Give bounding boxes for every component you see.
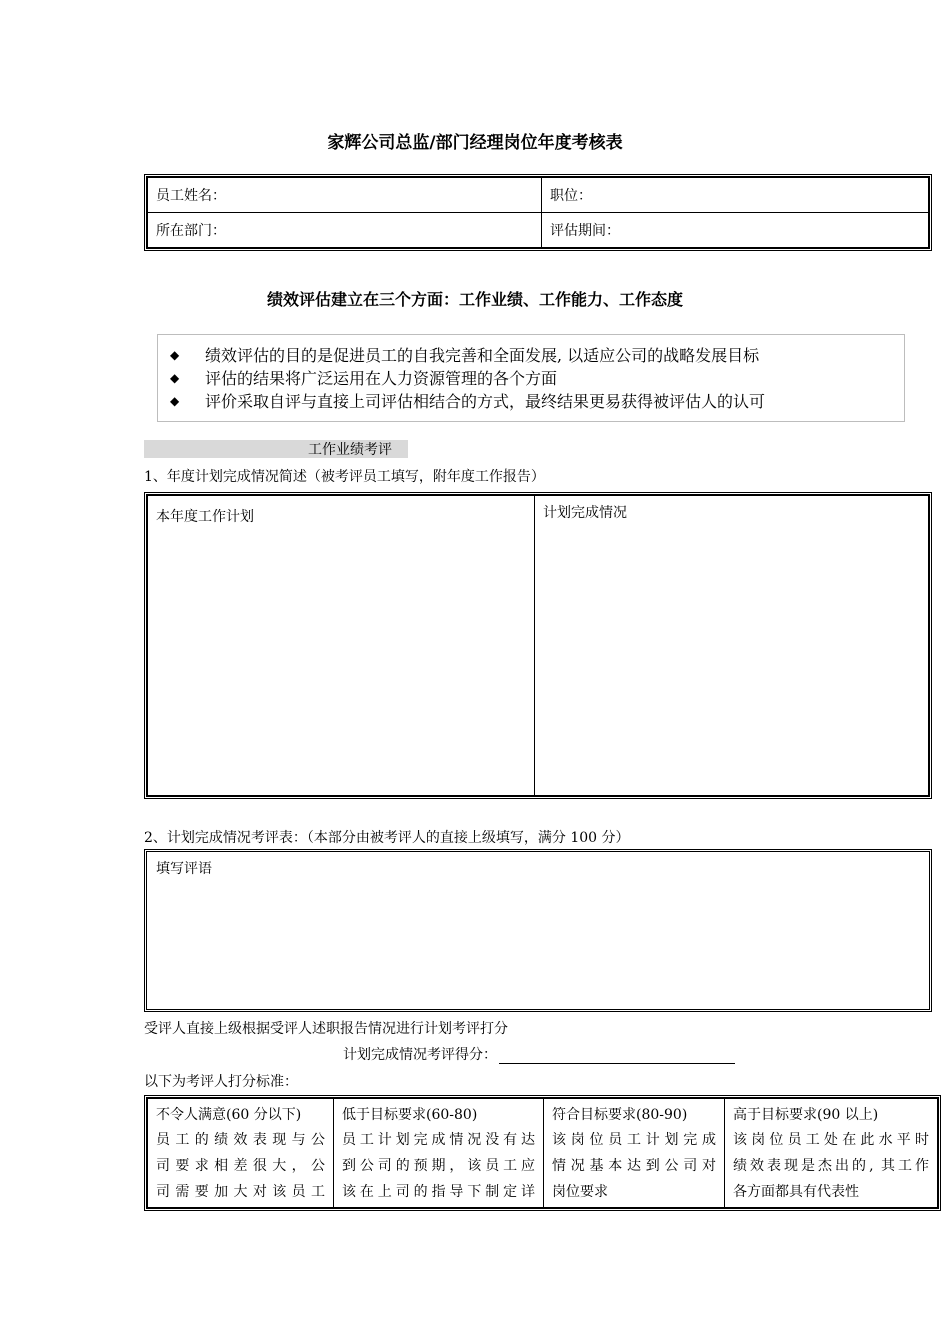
plan-completion-label: 计划完成情况 [543,505,627,521]
criteria-line: 员工计划完成情况没有达 [342,1132,535,1148]
department-field[interactable] [148,213,542,248]
criteria-cell-meets-target [544,1099,725,1208]
department-label: 所在部门： [156,223,226,239]
criteria-line: 到公司的预期，该员工应 [342,1158,535,1174]
score-row [343,1044,735,1064]
scoring-criteria-table [144,1095,941,1211]
score-label: 计划完成情况考评得分： [343,1047,497,1063]
diamond-bullet-icon: ◆ [170,370,180,385]
criteria-line: 司需要加大对该员工 [156,1184,325,1200]
note-text: 绩效评估的目的是促进员工的自我完善和全面发展, 以适应公司的战略发展目标 [205,346,760,365]
criteria-line: 该岗位员工处在此水平时 [733,1132,929,1148]
employee-name-label: 员工姓名： [156,188,226,204]
annual-plan-cell[interactable] [148,496,535,796]
evaluation-notes-box [157,334,905,422]
criteria-line: 各方面都具有代表性 [733,1184,859,1200]
score-input-line[interactable] [499,1047,735,1064]
criteria-line: 岗位要求 [552,1184,608,1200]
criteria-line: 该岗位员工计划完成 [552,1132,716,1148]
criteria-cell-above-target [725,1099,938,1208]
employee-info-table [144,174,932,251]
period-label: 评估期间： [550,223,620,239]
position-label: 职位： [550,188,592,204]
criteria-heading: 不令人满意(60 分以下) [156,1107,302,1123]
rater-note: 受评人直接上级根据受评人述职报告情况进行计划考评打分 [144,1021,508,1037]
comment-label: 填写评语 [156,861,212,877]
criteria-cell-unsatisfactory [148,1099,334,1208]
criteria-heading: 符合目标要求(80-90) [552,1107,688,1123]
criteria-heading: 高于目标要求(90 以上) [733,1107,879,1123]
annual-plan-table [144,492,932,799]
criteria-line: 情况基本达到公司对 [552,1158,716,1174]
plan-completion-cell[interactable] [535,496,929,796]
criteria-line: 绩效表现是杰出的, 其工作 [733,1158,929,1174]
note-text: 评估的结果将广泛运用在人力资源管理的各个方面 [205,369,558,388]
note-item [170,389,904,412]
diamond-bullet-icon: ◆ [170,393,180,408]
item2-heading: 2、计划完成情况考评表：（本部分由被考评人的直接上级填写，满分 100 分） [144,830,630,846]
position-field[interactable] [542,178,929,213]
criteria-line: 员工的绩效表现与公 [156,1132,325,1148]
criteria-cell-below-target [334,1099,544,1208]
diamond-bullet-icon: ◆ [170,347,180,362]
note-text: 评价采取自评与直接上司评估相结合的方式，最终结果更易获得被评估人的认可 [205,392,766,411]
period-field[interactable] [542,213,929,248]
note-item [170,366,904,389]
comment-box[interactable] [144,849,932,1012]
item1-heading: 1、年度计划完成情况简述（被考评员工填写，附年度工作报告） [144,469,545,485]
criteria-line: 司要求相差很大，公 [156,1158,325,1174]
standard-label: 以下为考评人打分标准： [144,1074,298,1090]
form-title: 家辉公司总监/部门经理岗位年度考核表 [327,133,623,153]
criteria-heading: 低于目标要求(60-80) [342,1107,478,1123]
criteria-line: 该在上司的指导下制定详 [342,1184,535,1200]
note-item [170,343,904,366]
annual-plan-label: 本年度工作计划 [156,509,254,525]
evaluation-aspects-heading: 绩效评估建立在三个方面：工作业绩、工作能力、工作态度 [266,290,683,309]
employee-name-field[interactable] [148,178,542,213]
section-label: 工作业绩考评 [308,442,392,458]
